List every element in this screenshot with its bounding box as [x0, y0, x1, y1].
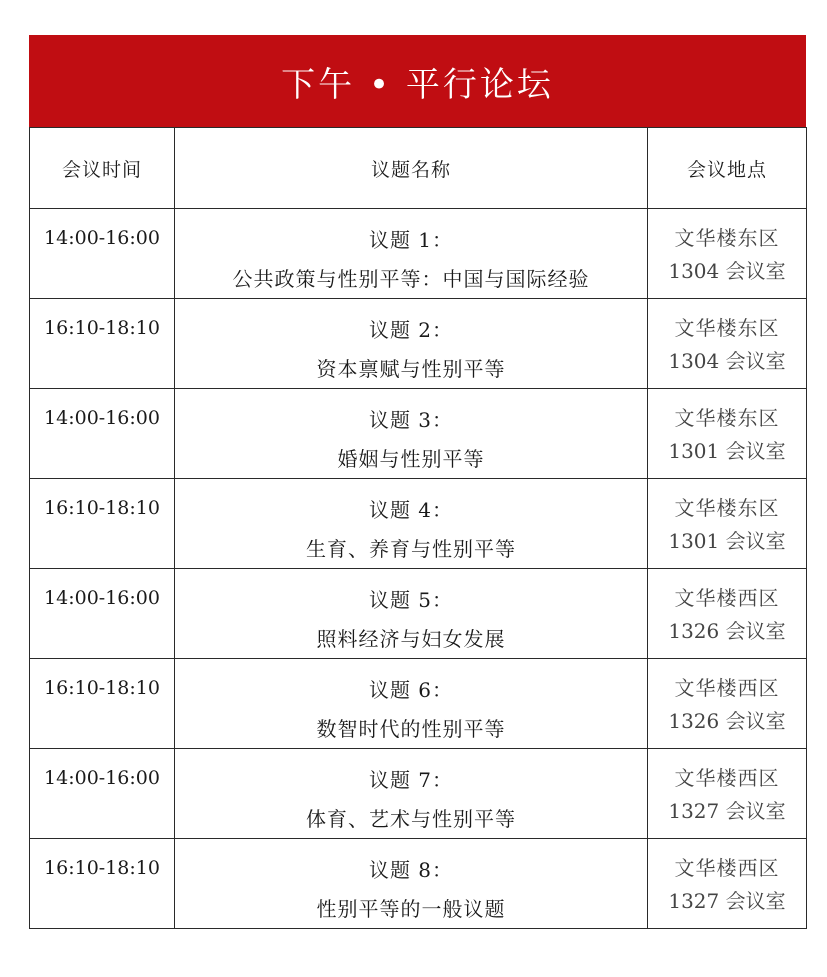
table-row — [30, 299, 807, 389]
session-time: 14:00-16:00 — [30, 749, 175, 839]
header-row — [30, 128, 807, 209]
venue-building: 文华楼东区 — [674, 496, 780, 520]
session-time: 14:00-16:00 — [30, 209, 175, 299]
venue-room: 1301 会议室 — [668, 529, 786, 553]
venue-room: 1327 会议室 — [668, 799, 786, 823]
session-venue — [648, 569, 807, 659]
topic-name: 数智时代的性别平等 — [316, 717, 506, 741]
topic-title: 议题 6： — [368, 678, 454, 702]
topic-name: 公共政策与性别平等：中国与国际经验 — [232, 267, 590, 291]
topic-name: 照料经济与妇女发展 — [316, 627, 506, 651]
session-venue — [648, 749, 807, 839]
venue-room: 1304 会议室 — [668, 259, 786, 283]
session-topic — [175, 749, 648, 839]
session-venue — [648, 389, 807, 479]
venue-room: 1327 会议室 — [668, 889, 786, 913]
session-venue — [648, 209, 807, 299]
session-topic — [175, 839, 648, 929]
venue-room: 1326 会议室 — [668, 709, 786, 733]
session-topic — [175, 389, 648, 479]
table-row — [30, 479, 807, 569]
venue-building: 文华楼东区 — [674, 316, 780, 340]
topic-name: 婚姻与性别平等 — [337, 447, 485, 471]
session-topic — [175, 209, 648, 299]
session-time: 14:00-16:00 — [30, 389, 175, 479]
session-venue — [648, 839, 807, 929]
header-venue: 会议地点 — [648, 128, 807, 209]
session-time: 16:10-18:10 — [30, 299, 175, 389]
header-topic: 议题名称 — [175, 128, 648, 209]
topic-name: 性别平等的一般议题 — [316, 897, 506, 921]
topic-title: 议题 4： — [368, 498, 454, 522]
topic-title: 议题 8： — [368, 858, 454, 882]
topic-title: 议题 1： — [368, 228, 454, 252]
venue-building: 文华楼西区 — [674, 766, 780, 790]
venue-building: 文华楼西区 — [674, 586, 780, 610]
session-topic — [175, 659, 648, 749]
table-row — [30, 749, 807, 839]
table-row — [30, 209, 807, 299]
session-time: 16:10-18:10 — [30, 659, 175, 749]
topic-title: 议题 5： — [368, 588, 454, 612]
schedule-table-container — [29, 35, 806, 929]
session-topic — [175, 479, 648, 569]
venue-building: 文华楼西区 — [674, 676, 780, 700]
table-row — [30, 839, 807, 929]
venue-room: 1301 会议室 — [668, 439, 786, 463]
topic-name: 生育、养育与性别平等 — [306, 537, 516, 561]
schedule-table — [29, 127, 807, 929]
table-row — [30, 389, 807, 479]
topic-title: 议题 7： — [368, 768, 454, 792]
topic-title: 议题 3： — [368, 408, 454, 432]
venue-building: 文华楼西区 — [674, 856, 780, 880]
header-time: 会议时间 — [30, 128, 175, 209]
banner-title: 下午 • 平行论坛 — [29, 35, 806, 127]
topic-name: 体育、艺术与性别平等 — [306, 807, 516, 831]
table-row — [30, 659, 807, 749]
session-venue — [648, 659, 807, 749]
session-venue — [648, 299, 807, 389]
venue-building: 文华楼东区 — [674, 226, 780, 250]
session-topic — [175, 569, 648, 659]
session-topic — [175, 299, 648, 389]
topic-title: 议题 2： — [368, 318, 454, 342]
session-time: 14:00-16:00 — [30, 569, 175, 659]
venue-room: 1304 会议室 — [668, 349, 786, 373]
session-time: 16:10-18:10 — [30, 479, 175, 569]
venue-building: 文华楼东区 — [674, 406, 780, 430]
session-time: 16:10-18:10 — [30, 839, 175, 929]
topic-name: 资本禀赋与性别平等 — [316, 357, 506, 381]
table-row — [30, 569, 807, 659]
session-venue — [648, 479, 807, 569]
venue-room: 1326 会议室 — [668, 619, 786, 643]
